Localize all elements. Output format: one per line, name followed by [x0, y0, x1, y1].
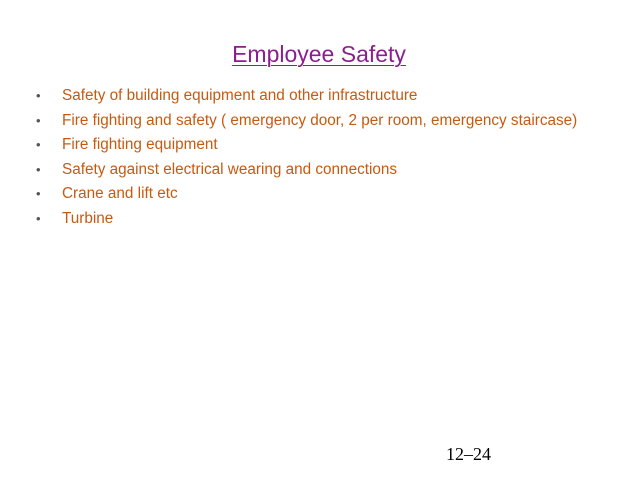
bullet-item: [36, 110, 596, 132]
slide-title: Employee Safety: [232, 41, 406, 67]
bullet-text: Turbine: [62, 209, 114, 227]
bullet-item: [36, 183, 596, 205]
bullet-item: [36, 85, 596, 107]
bullet-text: Fire fighting equipment: [62, 136, 218, 153]
bullet-text: Fire fighting and safety ( emergency door, 2 per room, emergency staircase): [62, 111, 578, 129]
bullet-text: Crane and lift etc: [62, 185, 178, 202]
bullet-dot-icon: •: [36, 112, 41, 128]
bullet-dot-icon: •: [36, 137, 41, 152]
bullet-dot-icon: •: [36, 186, 41, 201]
bullet-dot-icon: •: [36, 161, 41, 177]
bullet-item: [36, 134, 596, 156]
bullet-text: Safety against electrical wearing and connections: [62, 160, 398, 178]
bullet-item: [36, 159, 596, 181]
page-number: 12–24: [446, 444, 491, 464]
bullet-item: [36, 208, 596, 230]
bullet-text: Safety of building equipment and other infrastructure: [62, 87, 418, 104]
bullet-dot-icon: •: [36, 210, 41, 226]
bullet-dot-icon: •: [36, 88, 41, 103]
bullet-list: [36, 85, 596, 232]
